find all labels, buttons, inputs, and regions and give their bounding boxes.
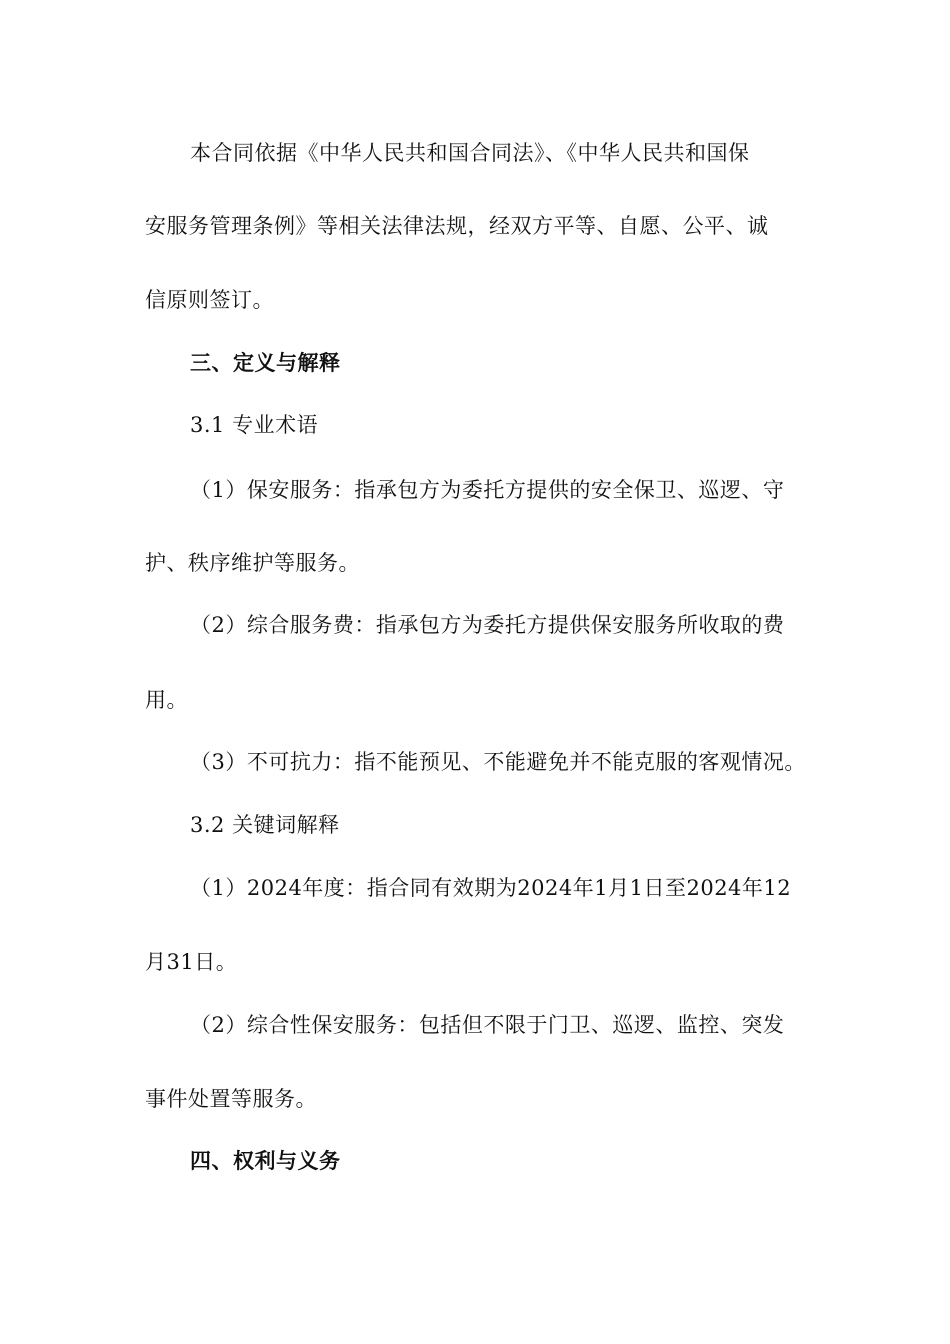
definition-item: （1）2024年度：指合同有效期为2024年1月1日至2024年12 xyxy=(190,876,792,900)
subsection-heading: 3.2 关键词解释 xyxy=(190,813,340,837)
section-heading: 三、定义与解释 xyxy=(190,350,341,375)
body-paragraph-line: 信原则签订。 xyxy=(145,288,274,312)
section-heading: 四、权利与义务 xyxy=(190,1148,341,1173)
definition-item-continued: 月31日。 xyxy=(145,950,238,974)
subsection-heading: 3.1 专业术语 xyxy=(190,413,319,437)
definition-item: （2）综合服务费：指承包方为委托方提供保安服务所收取的费 xyxy=(190,613,785,637)
definition-item-continued: 事件处置等服务。 xyxy=(145,1087,317,1111)
definition-item-continued: 用。 xyxy=(145,688,188,712)
definition-item: （1）保安服务：指承包方为委托方提供的安全保卫、巡逻、守 xyxy=(190,478,785,502)
body-paragraph-line: 本合同依据《中华人民共和国合同法》、《中华人民共和国保 xyxy=(190,141,750,165)
definition-item: （2）综合性保安服务：包括但不限于门卫、巡逻、监控、突发 xyxy=(190,1013,785,1037)
definition-item-continued: 护、秩序维护等服务。 xyxy=(145,551,360,575)
body-paragraph-line: 安服务管理条例》等相关法律法规，经双方平等、自愿、公平、诚 xyxy=(145,214,769,238)
definition-item: （3）不可抗力：指不能预见、不能避免并不能克服的客观情况。 xyxy=(190,750,806,774)
